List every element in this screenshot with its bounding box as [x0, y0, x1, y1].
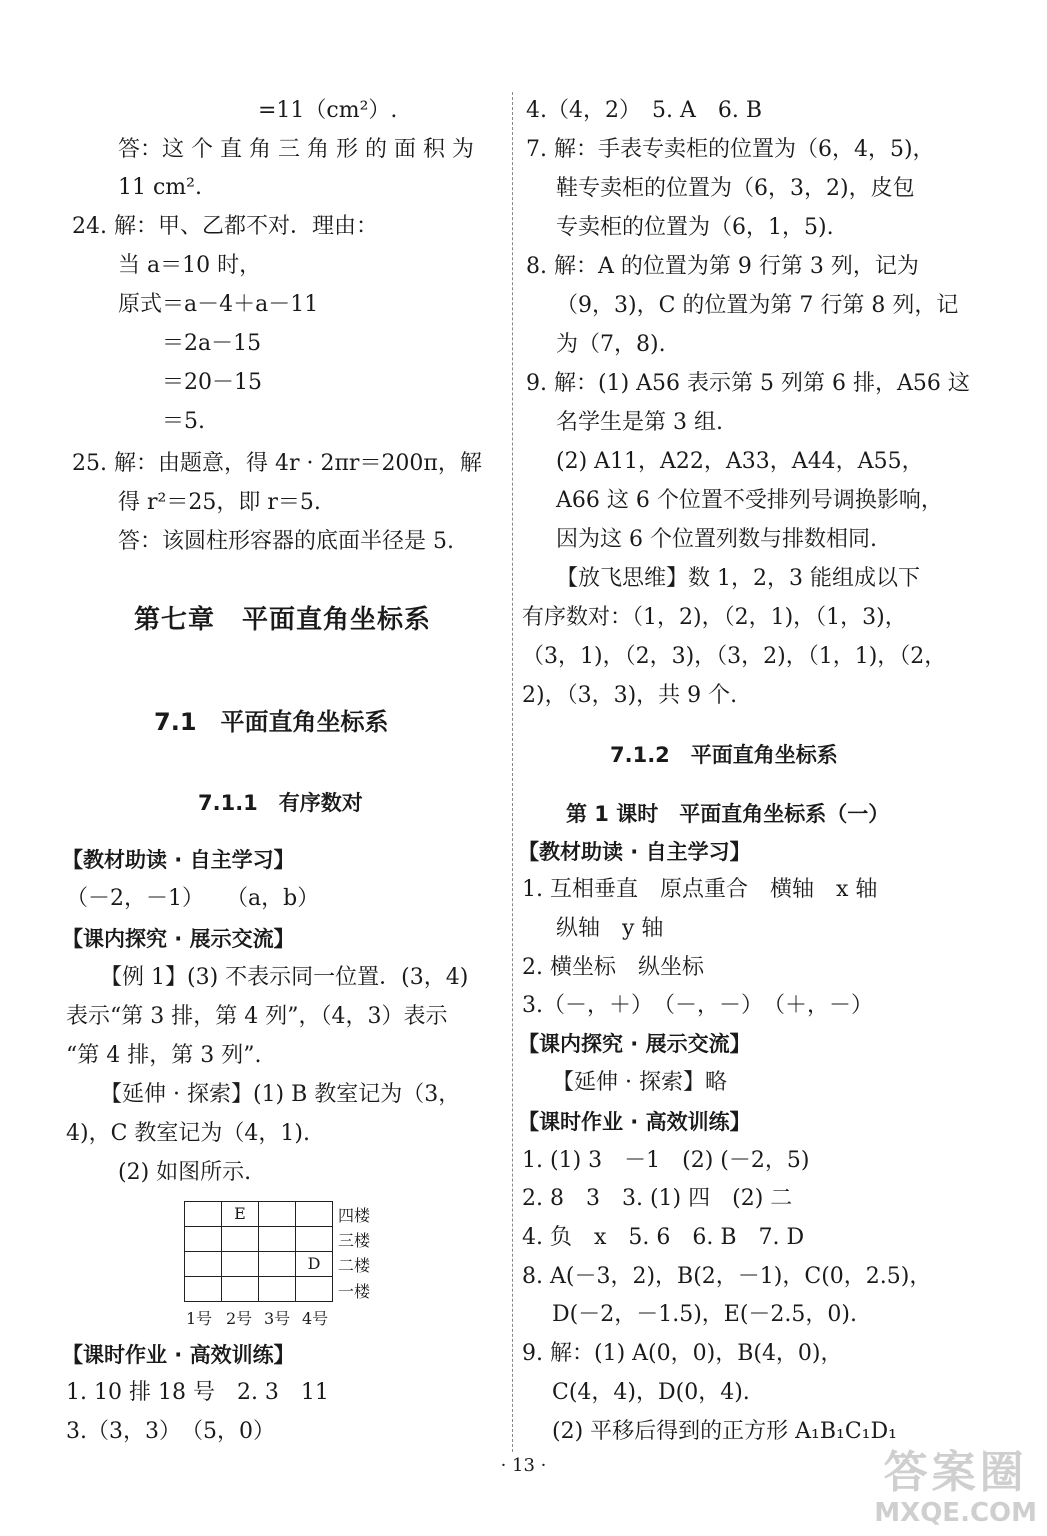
text-line: (2) 平移后得到的正方形 A₁B₁C₁D₁ [552, 1419, 897, 1444]
text-line: 为（7，8). [556, 332, 666, 357]
text-line: =11（cm²）. [258, 98, 398, 123]
text-line: 纵轴 y 轴 [556, 916, 664, 941]
text-line: 因为这 6 个位置列数与排数相同. [556, 527, 877, 552]
text-line: ＝2a－15 [162, 331, 262, 356]
section-tag: 【课时作业 · 高效训练】 [518, 1110, 751, 1134]
text-line: 当 a＝10 时， [118, 253, 262, 278]
watermark-url: MXQE.COM [874, 1498, 1037, 1528]
section-tag: 【课内探究 · 展示交流】 [62, 927, 295, 951]
room-label: 4号 [302, 1309, 329, 1328]
grid-cell [259, 1252, 296, 1277]
text-line: 专卖柜的位置为（6，1，5). [556, 215, 834, 240]
watermark-logo: 答案圈 [883, 1447, 1028, 1498]
grid-cell [259, 1277, 296, 1302]
grid-cell [222, 1252, 259, 1277]
room-label: 2号 [226, 1309, 253, 1328]
text-line: 8. A(－3，2)，B(2，－1)，C(0，2.5)， [522, 1264, 932, 1289]
text-line: D(－2，－1.5)，E(－2.5，0). [552, 1302, 857, 1327]
grid-cell: E [222, 1202, 259, 1227]
text-line: 2)，（3，3)，共 9 个. [522, 683, 738, 708]
classroom-grid-figure [184, 1201, 336, 1303]
section-tag: 【教材助读 · 自主学习】 [62, 848, 295, 872]
text-line: 1. 互相垂直 原点重合 横轴 x 轴 [522, 877, 878, 902]
grid-cell [185, 1202, 222, 1227]
text-line: ＝20－15 [162, 370, 262, 395]
text-line: ＝5. [162, 409, 205, 434]
text-line: 1. (1) 3 －1 (2) (－2，5) [522, 1148, 810, 1173]
watermark [874, 1448, 1037, 1528]
text-line: 答：这 个 直 角 三 角 形 的 面 积 为 [118, 137, 474, 162]
text-line: (2) A11，A22，A33，A44，A55， [556, 449, 924, 474]
lesson-title: 第 1 课时 平面直角坐标系（一） [566, 802, 890, 826]
text-line: 9. 解：(1) A(0，0)，B(4，0)， [522, 1341, 843, 1366]
room-label: 1号 [186, 1309, 213, 1328]
text-line: 11 cm². [118, 175, 202, 200]
text-line: 9. 解：(1) A56 表示第 5 列第 6 排，A56 这 [526, 371, 970, 396]
floor-label: 四楼 [338, 1206, 371, 1225]
text-line: C(4，4)，D(0，4). [552, 1380, 750, 1405]
text-line: 鞋专卖柜的位置为（6，3，2)，皮包 [556, 176, 915, 201]
text-line: 【延伸 · 探索】(1) B 教室记为（3， [100, 1082, 461, 1107]
text-line: 8. 解：A 的位置为第 9 行第 3 列，记为 [526, 254, 919, 279]
text-line: 4. 负 x 5. 6 6. B 7. D [522, 1225, 805, 1250]
text-line: 3.（3，3） （5，0） [66, 1419, 275, 1444]
text-line: 表示“第 3 排，第 4 列”，（4，3）表示 [66, 1004, 448, 1029]
text-line: 24. 解：甲、乙都不对．理由： [72, 214, 378, 239]
text-line: 【延伸 · 探索】略 [552, 1070, 727, 1095]
text-line: 得 r²＝25，即 r＝5. [118, 490, 321, 515]
text-line: 原式＝a－4＋a－11 [118, 292, 319, 317]
text-line: 1. 10 排 18 号 2. 3 11 [66, 1380, 329, 1405]
grid-cell [222, 1227, 259, 1252]
text-line: 【放飞思维】数 1，2，3 能组成以下 [556, 566, 920, 591]
classroom-grid [184, 1201, 333, 1302]
text-line: 4)，C 教室记为（4，1). [66, 1121, 310, 1146]
text-line: A66 这 6 个位置不受排列号调换影响， [556, 488, 943, 513]
grid-cell [296, 1227, 333, 1252]
grid-cell [259, 1202, 296, 1227]
grid-cell [259, 1227, 296, 1252]
grid-cell [185, 1277, 222, 1302]
grid-cell [296, 1202, 333, 1227]
grid-cell [222, 1277, 259, 1302]
text-line: 2. 横坐标 纵坐标 [522, 955, 704, 980]
room-label: 3号 [264, 1309, 291, 1328]
text-line: 2. 8 3 3. (1) 四 (2) 二 [522, 1186, 793, 1211]
floor-label: 二楼 [338, 1256, 371, 1275]
text-line: 4.（4，2） 5. A 6. B [526, 98, 763, 123]
text-line: 有序数对：（1，2)，（2，1)，（1，3)， [522, 605, 907, 630]
text-line: “第 4 排，第 3 列”. [66, 1043, 262, 1068]
chapter-title: 第七章 平面直角坐标系 [134, 605, 432, 635]
text-line: (2) 如图所示. [118, 1160, 252, 1185]
text-line: 答：该圆柱形容器的底面半径是 5. [118, 529, 454, 554]
section-tag: 【教材助读 · 自主学习】 [518, 840, 751, 864]
text-line: （3，1)，（2，3)，（3，2)，（1，1)，（2， [522, 644, 947, 669]
text-line: 【例 1】(3) 不表示同一位置．(3，4) [100, 965, 469, 990]
subsection-title: 7.1.1 有序数对 [198, 791, 363, 815]
grid-cell [185, 1227, 222, 1252]
floor-label: 一楼 [338, 1282, 371, 1301]
floor-label: 三楼 [338, 1231, 371, 1250]
grid-cell [185, 1252, 222, 1277]
grid-cell: D [296, 1252, 333, 1277]
text-line: 名学生是第 3 组. [556, 410, 723, 435]
section-tag: 【课时作业 · 高效训练】 [62, 1343, 295, 1367]
column-divider [512, 92, 513, 1452]
subsection-title: 7.1.2 平面直角坐标系 [610, 743, 838, 767]
text-line: 3.（－，＋） （－，－） （＋，－） [522, 993, 873, 1018]
page-number: · 13 · [500, 1455, 547, 1476]
text-line: 7. 解：手表专卖柜的位置为（6，4，5)， [526, 137, 935, 162]
section-title: 7.1 平面直角坐标系 [154, 708, 389, 736]
section-tag: 【课内探究 · 展示交流】 [518, 1032, 751, 1056]
text-line: （－2，－1） （a，b） [66, 886, 320, 911]
grid-cell [296, 1277, 333, 1302]
text-line: 25. 解：由题意，得 4r · 2πr＝200π，解 [72, 451, 482, 476]
text-line: （9，3)，C 的位置为第 7 行第 8 列，记 [556, 293, 959, 318]
